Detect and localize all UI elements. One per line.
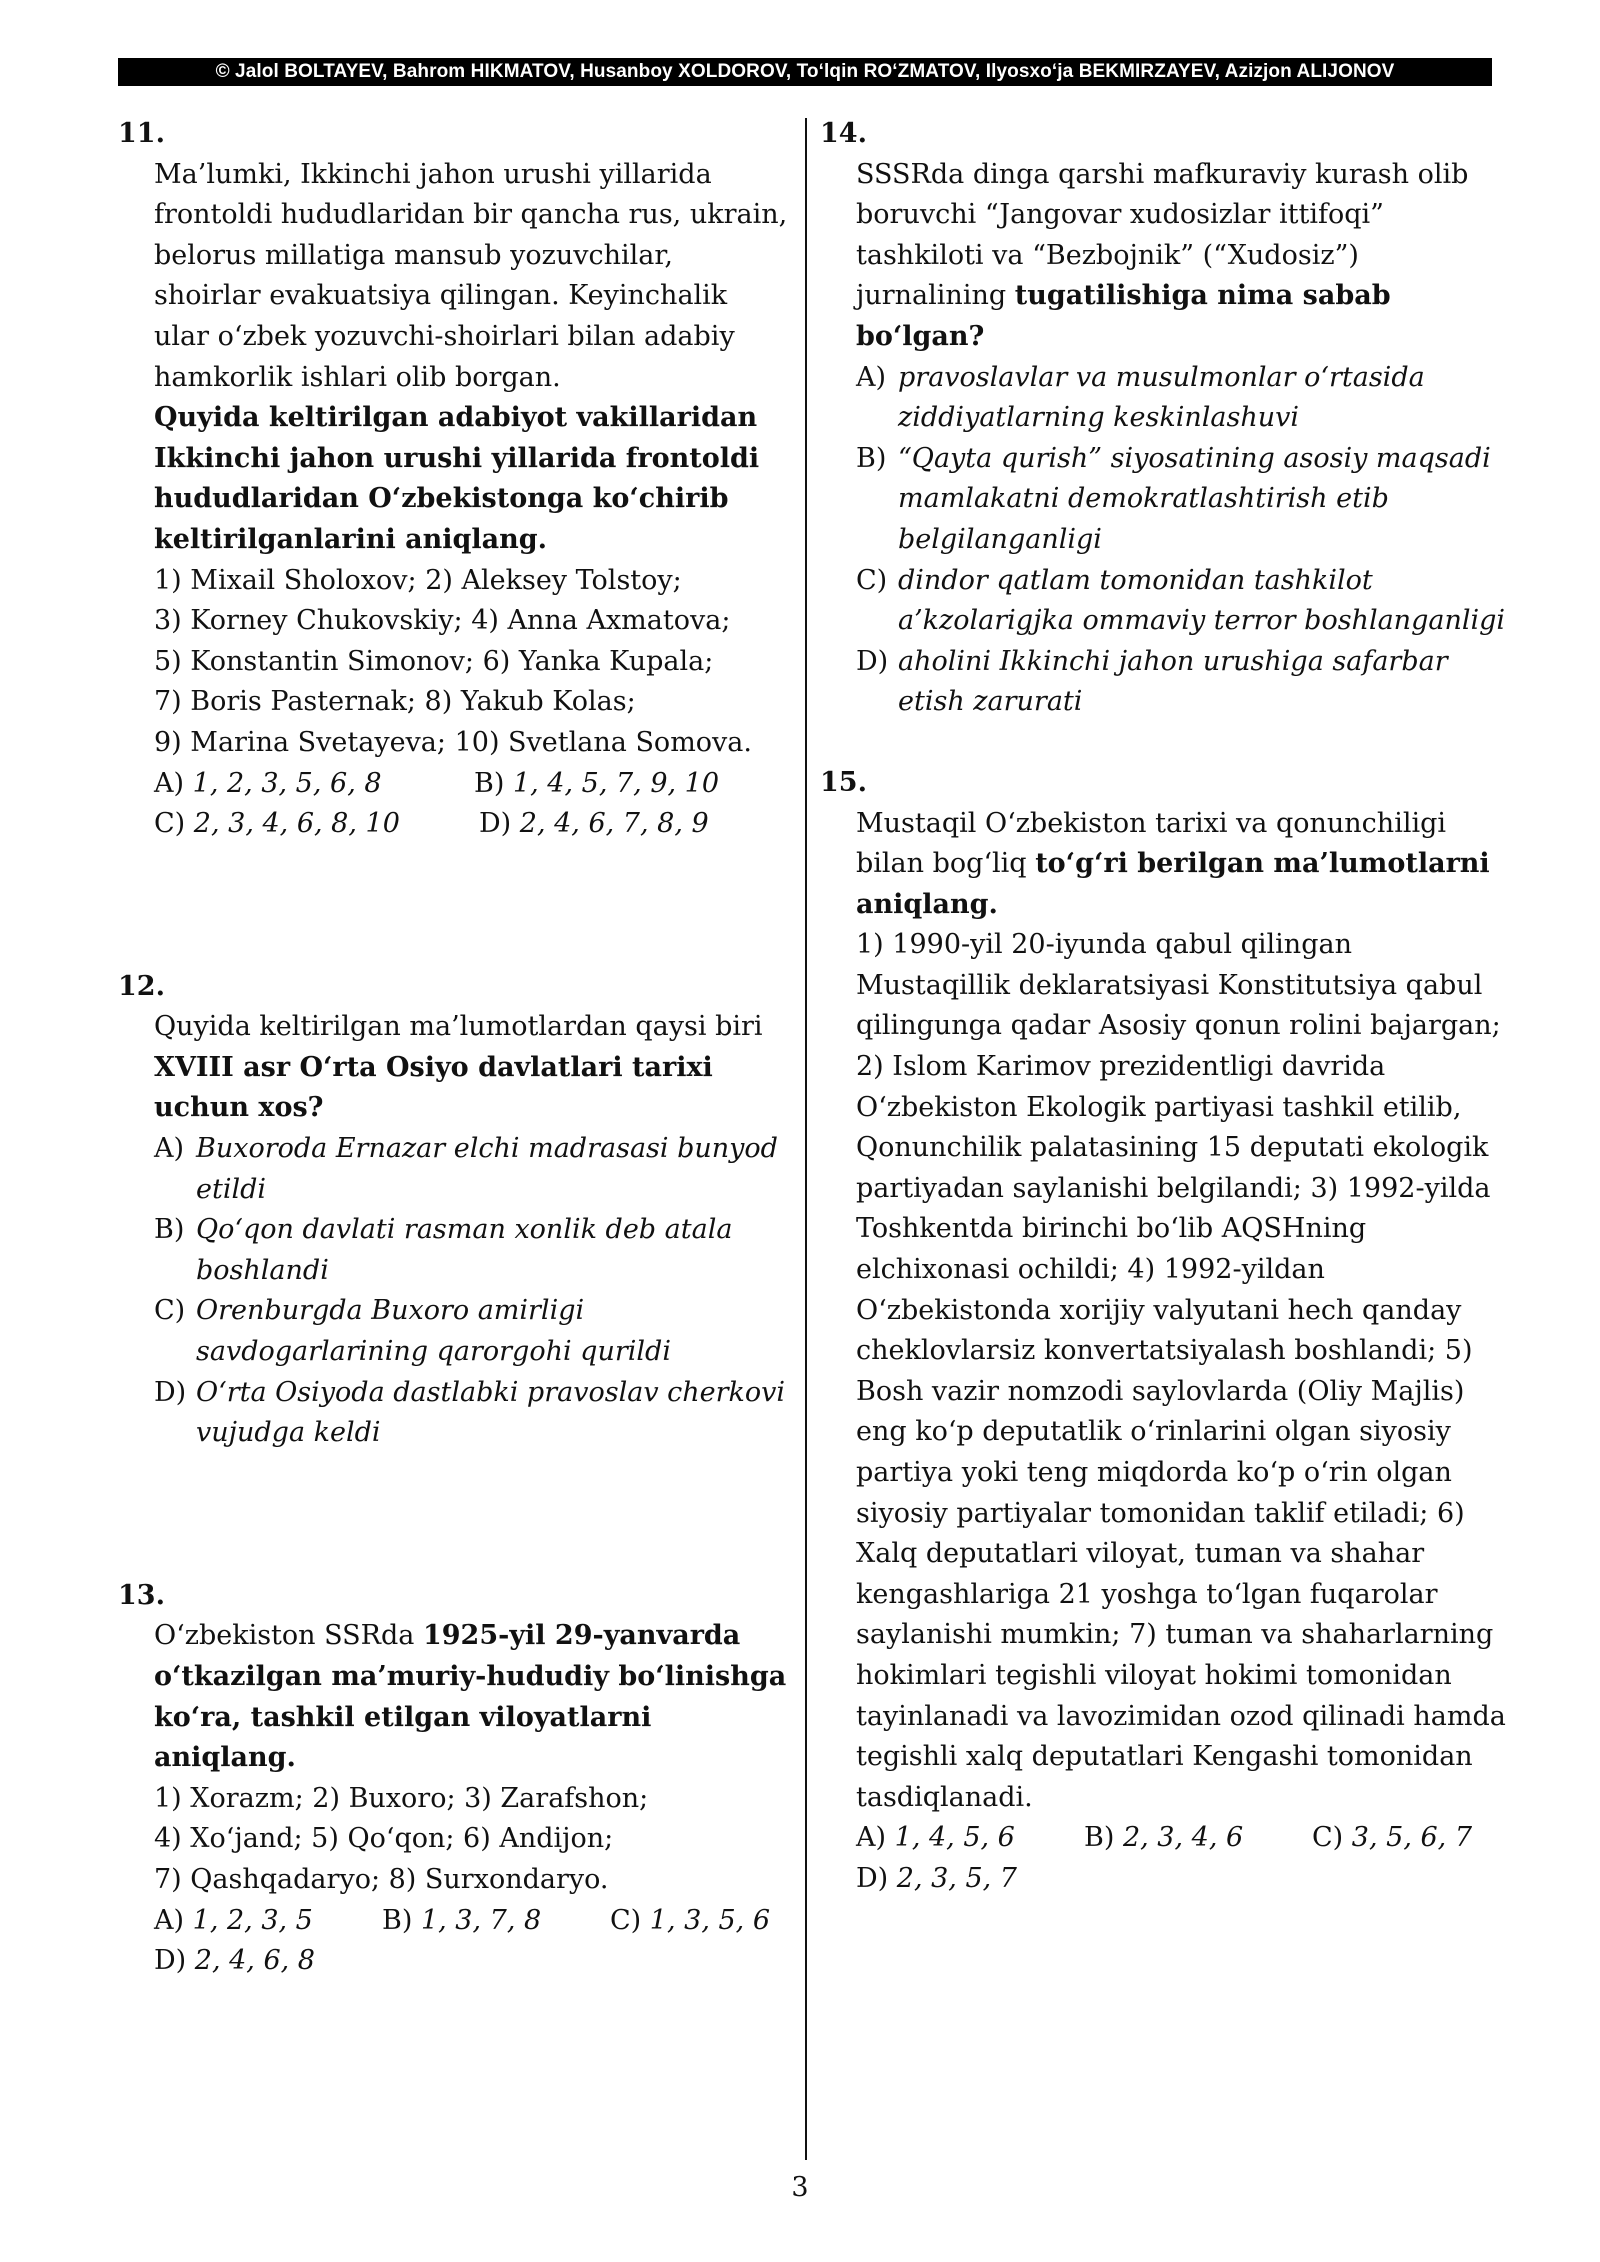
answer-option-d[interactable]: D) 2, 3, 5, 7 — [856, 1862, 1017, 1894]
list-item: 5) Konstantin Simonov; 6) Yanka Kupala; — [154, 645, 714, 677]
statement-list: 1) 1990-yil 20-iyunda qabul qilingan Mustaqillik deklaratsiyasi Konstitutsiya qabul qilingunga qadar Asosiy qonun rolini bajargan; 2) Islom Karimov prezidentligi davrida O‘zbekiston Ekologik partiyasi tashkil etilib, Qonunchilik palatasining 15 deputati ekologik partiyadan saylanishi belgilandi; 3) 1992-yilda Toshkentda birinchi bo‘lib AQSHning elchixonasi ochildi; 4) 1992-yildan O‘zbekistonda xorijiy valyutani hech qanday cheklovlarsiz konvertatsiyalash boshlandi; 5) Bosh vazir nomzodi saylovlarda (Oliy Majlis) eng ko‘p deputatlik o‘rinlarini olgan siyosiy partiya yoki teng miqdorda ko‘p o‘rin olgan siyosiy partiyalar tomonidan taklif etiladi; 6) Xalq deputatlari viloyat, tuman va shahar kengashlariga 21 yoshga to‘lgan fuqarolar saylanishi mumkin; 7) tuman va shaharlarning hokimlari tegishli viloyat hokimi tomonidan tayinlanadi va lavozimidan ozod qilinadi hamda tegishli xalq deputatlari Kengashi tomonidan tasdiqlanadi. — [856, 929, 1506, 1813]
question-12 — [118, 967, 788, 1454]
answer-options-row — [154, 1941, 788, 1982]
column-divider — [805, 118, 807, 2160]
answer-options-row — [154, 1901, 788, 1942]
question-11 — [118, 114, 788, 845]
answer-option-d[interactable]: D) aholini Ikkinchi jahon urushiga safarbar etish zarurati — [856, 645, 1448, 718]
answer-option-b[interactable]: B) 2, 3, 4, 6 — [1084, 1822, 1244, 1854]
list-item: 9) Marina Svetayeva; 10) Svetlana Somova. — [154, 726, 752, 758]
question-number: 15. — [820, 766, 867, 798]
left-column — [118, 114, 788, 1982]
answer-option-a[interactable]: A) 1, 2, 3, 5 — [154, 1904, 313, 1936]
answer-options-row — [154, 764, 788, 805]
question-number: 13. — [118, 1579, 165, 1611]
answer-options-row — [154, 804, 788, 845]
answer-option-c[interactable]: C) 1, 3, 5, 6 — [610, 1904, 771, 1936]
answer-option-c[interactable]: C) 3, 5, 6, 7 — [1312, 1822, 1473, 1854]
right-column — [820, 114, 1510, 1900]
answer-option-d[interactable]: D) 2, 4, 6, 7, 8, 9 — [479, 808, 709, 840]
answer-option-c[interactable]: C) 2, 3, 4, 6, 8, 10 — [154, 808, 400, 840]
question-prompt: tugatilishiga nima sabab bo‘lgan? — [856, 280, 1391, 352]
list-item: 3) Korney Chukovskiy; 4) Anna Axmatova; — [154, 605, 731, 637]
answer-option-b[interactable]: B) 1, 4, 5, 7, 9, 10 — [474, 767, 720, 799]
question-text — [154, 1616, 788, 1778]
question-intro: Ma’lumki, Ikkinchi jahon urushi yillarida frontoldi hududlaridan bir qancha rus, ukrain, belorus millatiga mansub yozuvchilar, shoirlar evakuatsiya qilingan. Keyinchalik ular o‘zbek yozuvchi-shoirlari bilan adabiy hamkorlik ishlari olib borgan. — [154, 158, 788, 393]
answer-option-a[interactable]: A) 1, 2, 3, 5, 6, 8 — [154, 767, 382, 799]
list-item: 7) Boris Pasternak; 8) Yakub Kolas; — [154, 686, 636, 718]
question-prompt: XVIII asr O‘rta Osiyo davlatlari tarixi uchun xos? — [154, 1051, 713, 1124]
answer-option-b[interactable]: B) “Qayta qurish” siyosatining asosiy maqsadi mamlakatni demokratlashtirish etib belgilanganligi — [856, 442, 1491, 555]
page-number: 3 — [791, 2172, 809, 2203]
question-15 — [820, 763, 1510, 1900]
question-prompt: to‘g‘ri berilgan ma’lumotlarni aniqlang. — [856, 848, 1490, 920]
question-number: 14. — [820, 118, 867, 149]
question-prompt: Quyida keltirilgan adabiyot vakillaridan Ikkinchi jahon urushi yillarida frontoldi hududlaridan O‘zbekistonga ko‘chirib keltirilganlarini aniqlang. — [154, 402, 760, 555]
question-13 — [118, 1576, 788, 1982]
question-number: 11. — [118, 118, 165, 149]
question-number: 12. — [118, 970, 165, 1002]
list-item: 7) Qashqadaryo; 8) Surxondaryo. — [154, 1863, 609, 1895]
copyright-header: © Jalol BOLTAYEV, Bahrom HIKMATOV, Husanboy XOLDOROV, To‘lqin RO‘ZMATOV, Ilyosxo‘ja BEKMIRZAYEV, Azizjon ALIJONOV — [118, 58, 1492, 86]
list-item: 4) Xo‘jand; 5) Qo‘qon; 6) Andijon; — [154, 1823, 614, 1855]
list-item: 1) Mixail Sholoxov; 2) Aleksey Tolstoy; — [154, 564, 682, 596]
question-prompt: 1925-yil 29-yanvarda o‘tkazilgan ma’muriy-hududiy bo‘linishga ko‘ra, tashkil etilgan viloyatlarni aniqlang. — [154, 1620, 787, 1774]
question-intro: SSSRda dinga qarshi mafkuraviy kurash olib boruvchi “Jangovar xudosizlar ittifoqi” tashkiloti va “Bezbojnik” (“Xudosiz”) jurnalining — [856, 158, 1469, 312]
answer-option-a[interactable]: A) 1, 4, 5, 6 — [856, 1822, 1015, 1854]
question-intro: Quyida keltirilgan ma’lumotlardan qaysi biri — [154, 1011, 763, 1043]
answer-option-d[interactable]: D) 2, 4, 6, 8 — [154, 1945, 315, 1977]
list-item: 1) Xorazm; 2) Buxoro; 3) Zarafshon; — [154, 1782, 649, 1814]
answer-options-row — [856, 1818, 1510, 1859]
question-intro: O‘zbekiston SSRda — [154, 1620, 415, 1652]
question-intro: Mustaqil O‘zbekiston tarixi va qonunchiligi bilan bog‘liq — [856, 807, 1447, 880]
question-text — [856, 804, 1510, 926]
question-14 — [820, 114, 1510, 723]
answer-options-row — [856, 1859, 1510, 1900]
answer-option-b[interactable]: B) Qo‘qon davlati rasman xonlik deb atala boshlandi — [154, 1214, 733, 1286]
answer-option-c[interactable]: C) Orenburgda Buxoro amirligi savdogarlarining qarorgohi qurildi — [154, 1295, 671, 1368]
answer-option-a[interactable]: A) pravoslavlar va musulmonlar o‘rtasida ziddiyatlarning keskinlashuvi — [856, 361, 1425, 434]
answer-option-b[interactable]: B) 1, 3, 7, 8 — [382, 1904, 542, 1936]
answer-option-a[interactable]: A) Buxoroda Ernazar elchi madrasasi bunyod etildi — [154, 1133, 778, 1205]
answer-option-d[interactable]: D) O‘rta Osiyoda dastlabki pravoslav cherkovi vujudga keldi — [154, 1376, 786, 1449]
question-text — [856, 155, 1510, 358]
answer-option-c[interactable]: C) dindor qatlam tomonidan tashkilot a’kzolarigjka ommaviy terror boshlanganligi — [856, 564, 1506, 637]
